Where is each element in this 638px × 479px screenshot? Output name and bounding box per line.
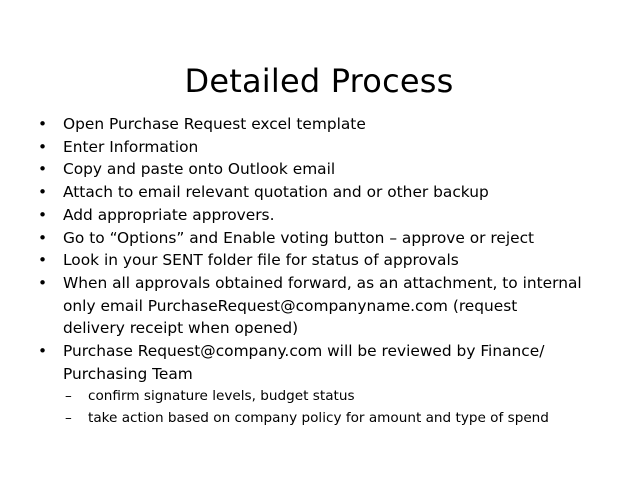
bullet-item (38, 249, 618, 272)
sub-bullet-marker: – (65, 410, 72, 427)
bullet-item (38, 204, 618, 227)
sub-bullet-marker: – (65, 388, 72, 405)
bullet-list (38, 113, 618, 429)
bullet-text: Copy and paste onto Outlook email (63, 160, 336, 179)
bullet-item (38, 136, 618, 159)
bullet-item (38, 158, 618, 181)
bullet-marker: • (38, 228, 48, 247)
sub-bullet-item (63, 407, 618, 429)
bullet-item (38, 181, 618, 204)
bullet-text-line: Purchase Request@company.com will be reviewed by Finance/ (63, 342, 545, 361)
bullet-marker: • (38, 137, 48, 156)
bullet-text: Open Purchase Request excel template (63, 115, 366, 133)
bullet-text-line: only email PurchaseRequest@companyname.com (request (63, 296, 518, 315)
bullet-marker: • (38, 183, 48, 202)
bullet-marker: • (38, 251, 48, 270)
bullet-item (38, 340, 618, 429)
bullet-text-line: Purchasing Team (63, 364, 193, 383)
bullet-marker: • (38, 342, 48, 361)
bullet-item (38, 272, 618, 340)
bullet-marker: • (38, 273, 48, 292)
bullet-text: Look in your SENT folder file for status of approvals (63, 251, 459, 270)
sub-bullet-list (63, 385, 618, 429)
bullet-text: Enter Information (63, 137, 199, 156)
sub-bullet-item (63, 385, 618, 407)
bullet-item (38, 113, 618, 136)
bullet-text: Go to “Options” and Enable voting button – approve or reject (63, 228, 535, 247)
bullet-marker: • (38, 205, 48, 224)
bullet-text-line: delivery receipt when opened) (63, 319, 299, 338)
bullet-text: Attach to email relevant quotation and or other backup (63, 183, 489, 202)
bullet-item (38, 227, 618, 250)
bullet-marker: • (38, 160, 48, 179)
sub-bullet-text: take action based on company policy for amount and type of spend (88, 410, 549, 427)
bullet-text-line: When all approvals obtained forward, as an attachment, to internal (63, 273, 582, 292)
sub-bullet-text: confirm signature levels, budget status (88, 388, 355, 405)
bullet-marker: • (38, 115, 48, 133)
bullet-text: Add appropriate approvers. (63, 205, 275, 224)
slide-title: Detailed Process (184, 62, 454, 101)
